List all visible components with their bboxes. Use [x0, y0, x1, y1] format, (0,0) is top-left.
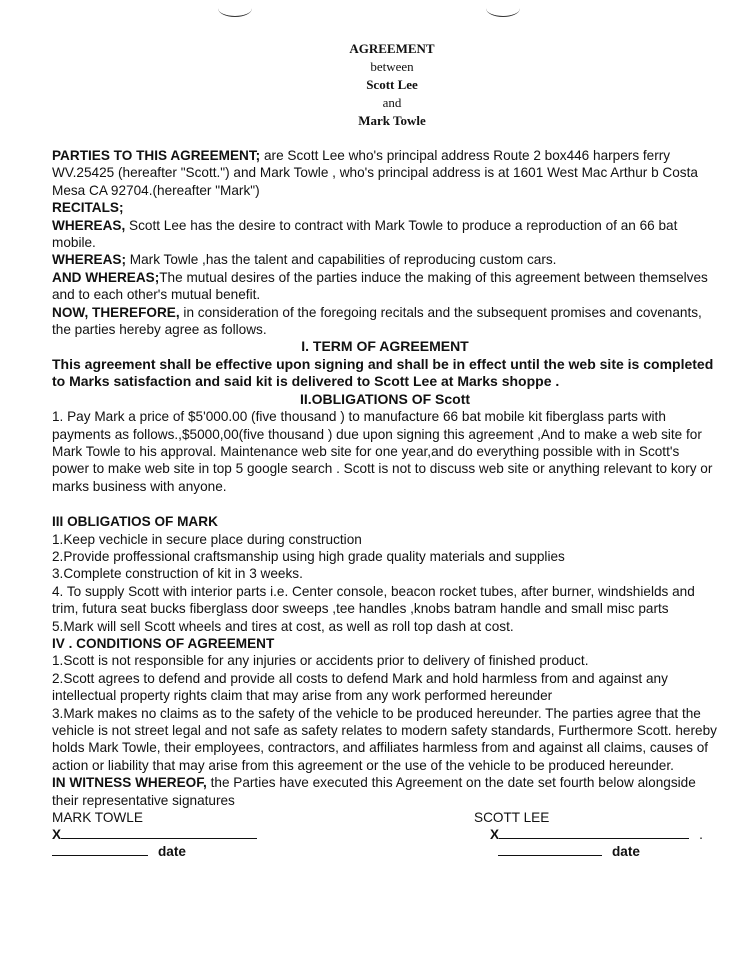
signature-block-scott-lee: [472, 809, 703, 860]
whereas-3-text: The mutual desires of the parties induce the making of this agreement between themselves and to each other's mutual benefit.: [52, 269, 708, 303]
section-4-heading: IV . CONDITIONS OF AGREEMENT: [52, 635, 275, 651]
title-between: between: [370, 59, 414, 74]
date-row-scott-lee: [498, 843, 703, 860]
agreement-body: [52, 147, 718, 879]
whereas-1-text: Scott Lee has the desire to contract with Mark Towle to produce a reproduction of an 66 bat mobile.: [52, 217, 678, 251]
section-1-heading: I. TERM OF AGREEMENT: [301, 338, 469, 355]
signature-line-mark-towle[interactable]: [61, 828, 257, 839]
witness-label: IN WITNESS WHEREOF,: [52, 775, 207, 791]
section-4-item-3: 3.Mark makes no claims as to the safety of the vehicle to be produced hereunder. The parties agree that the vehicle is not street legal and not safe as safety relates to modern safety standards, Furthermore Scott. hereby holds Mark Towle, their employees, contractors, and affiliates harmless from and against all claims, causes of action or liability that may arise from this agreement or the use of the vehicle to be produced hereunder.: [52, 705, 717, 773]
signer-name-mark-towle: MARK TOWLE: [52, 810, 143, 826]
whereas-2: [52, 251, 718, 268]
signature-block-mark-towle: [52, 809, 257, 860]
now-therefore-text: in consideration of the foregoing recitals and the subsequent promises and covenants, the parties hereby agree as follows.: [52, 304, 702, 338]
section-3-item-4: 4. To supply Scott with interior parts i.e. Center console, beacon rocket tubes, after burner, windshields and trim, futura seat bucks fiberglass door sweeps ,tee handles ,knobs batram handle and small misc parts: [52, 583, 695, 617]
section-4-item-1: 1.Scott is not responsible for any injuries or accidents prior to delivery of finished product.: [52, 653, 589, 669]
title-party-2: Mark Towle: [358, 113, 426, 128]
section-3-item-5: 5.Mark will sell Scott wheels and tires at cost, as well as roll top dash at cost.: [52, 618, 514, 634]
scan-mark-left: [218, 0, 252, 17]
whereas-3-label: AND WHEREAS;: [52, 269, 160, 285]
title-party-1: Scott Lee: [366, 77, 418, 92]
date-row-mark-towle: [52, 843, 257, 860]
whereas-3: [52, 269, 718, 304]
date-label-scott-lee: date: [612, 844, 640, 860]
whereas-2-label: WHEREAS;: [52, 252, 127, 268]
section-4-item-2: 2.Scott agrees to defend and provide all costs to defend Mark and hold harmless from and against any intellectual property rights claim that may arise from any work performed hereunder: [52, 670, 668, 704]
signature-row-mark-towle: [52, 826, 257, 843]
witness-paragraph: [52, 774, 718, 809]
scan-mark-right: [486, 0, 520, 17]
whereas-1-label: WHEREAS,: [52, 217, 126, 233]
parties-paragraph: [52, 147, 718, 199]
title-block: [66, 40, 718, 130]
date-line-scott-lee[interactable]: [498, 845, 602, 856]
section-1-text: This agreement shall be effective upon signing and shall be in effect until the web site is completed to Marks satisfaction and said kit is delivered to Scott Lee at Marks shoppe .: [52, 355, 714, 390]
document-page: [52, 40, 718, 879]
signature-row-scott-lee: [490, 826, 703, 843]
spacer: [52, 495, 718, 513]
signature-trailing-dot: .: [699, 827, 703, 843]
signature-x-mark-towle: X: [52, 827, 62, 843]
witness-text: the Parties have executed this Agreement on the date set fourth below alongside their representative signatures: [52, 775, 696, 808]
signature-area: [52, 809, 718, 879]
recitals-label: RECITALS;: [52, 200, 124, 216]
section-3-heading: III OBLIGATIOS OF MARK: [52, 514, 218, 530]
signature-line-scott-lee[interactable]: [499, 828, 689, 839]
title-and: and: [382, 95, 402, 110]
parties-text: are Scott Lee who's principal address Route 2 box446 harpers ferry WV.25425 (hereafter "Scott.") and Mark Towle , who's principal address is at 1601 West Mac Arthur b Costa Mesa CA 92704.(hereafter "Mark"): [52, 148, 698, 198]
section-3-item-1: 1.Keep vechicle in secure place during construction: [52, 531, 362, 547]
signer-name-scott-lee: SCOTT LEE: [474, 810, 550, 826]
parties-label: PARTIES TO THIS AGREEMENT;: [52, 148, 261, 163]
section-3-item-3: 3.Complete construction of kit in 3 weeks.: [52, 566, 303, 582]
signature-x-scott-lee: X: [490, 827, 500, 843]
date-label-mark-towle: date: [158, 844, 186, 860]
whereas-2-text: Mark Towle ,has the talent and capabilities of reproducing custom cars.: [126, 252, 557, 268]
section-3-item-2: 2.Provide proffessional craftsmanship using high grade quality materials and supplies: [52, 548, 565, 564]
now-therefore-label: NOW, THEREFORE,: [52, 304, 180, 320]
section-2-heading: II.OBLIGATIONS OF Scott: [299, 390, 471, 407]
section-2-text: 1. Pay Mark a price of $5'000.00 (five thousand ) to manufacture 66 bat mobile kit fiberglass parts with payments as follows.,$5000,00(five thousand ) due upon signing this agreement ,And to make a web site for Mark Towle to his approval. Maintenance web site for one year,and do everything possible with in Scott's power to make web site in top 5 google search . Scott is not to discuss web site or anything relevant to kory or marks business with anyone.: [52, 409, 713, 494]
now-therefore: [52, 304, 718, 339]
whereas-1: [52, 217, 718, 252]
document-title: AGREEMENT: [349, 41, 435, 56]
date-line-mark-towle[interactable]: [52, 845, 148, 856]
